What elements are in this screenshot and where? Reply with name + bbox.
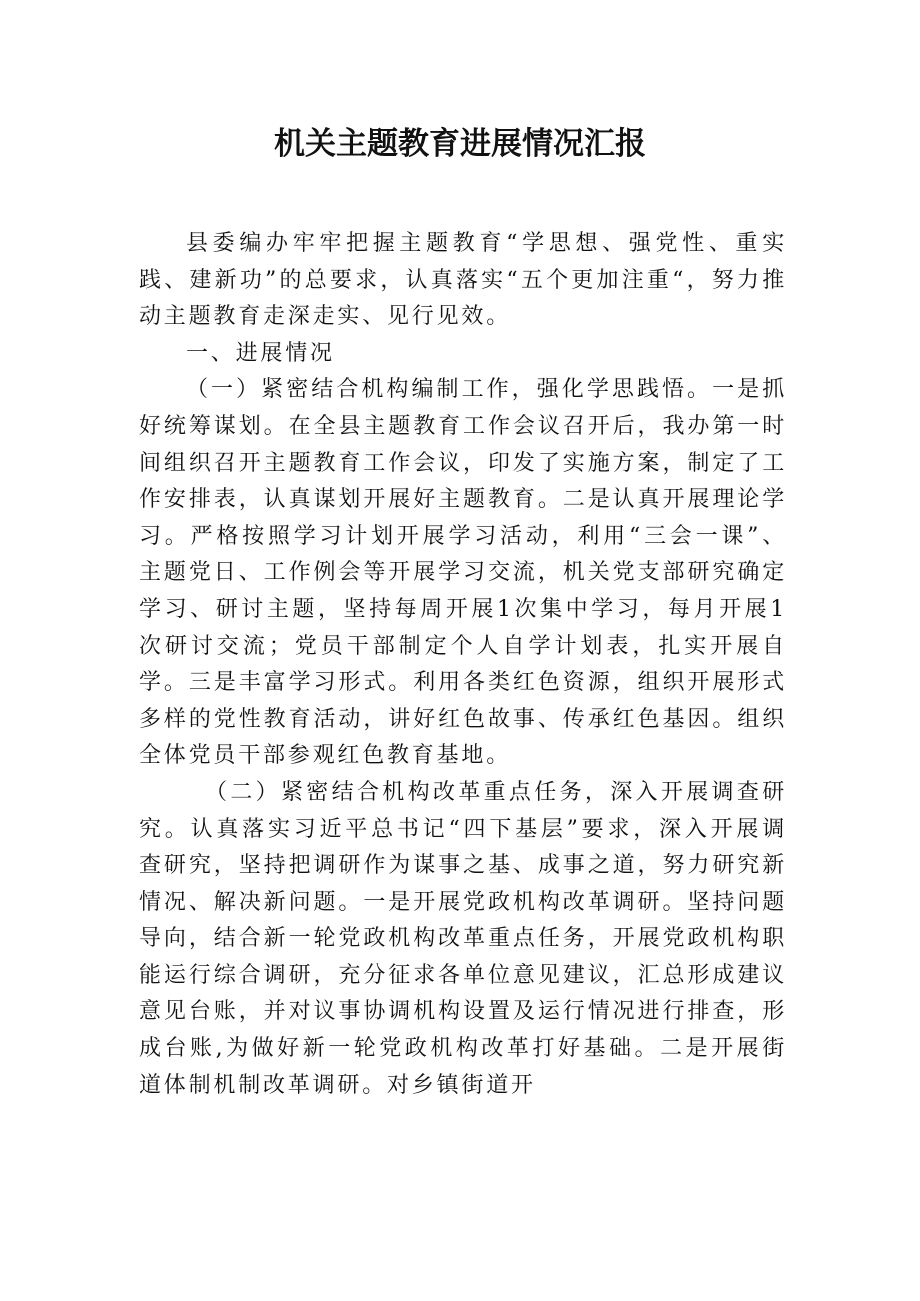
intro-paragraph: 县委编办牢牢把握主题教育“学思想、强党性、重实践、建新功”的总要求，认真落实“五个更加注重“，努力推动主题教育走深走实、见行见效。 [139, 231, 787, 330]
section-heading: 一、进展情况 [186, 340, 335, 366]
document-body [139, 226, 787, 1104]
document-title: 机关主题教育进展情况汇报 [274, 126, 646, 162]
paragraph-progress-2: （二）紧密结合机构改革重点任务，深入开展调查研究。认真落实习近平总书记“四下基层”要求，深入开展调查研究，坚持把调研作为谋事之基、成事之道，努力研究新情况、解决新问题。一是开展党政机构改革调研。坚持问题导向，结合新一轮党政机构改革重点任务，开展党政机构职能运行综合调研，充分征求各单位意见建议，汇总形成建议意见台账，并对议事协调机构设置及运行情况进行排查，形成台账,为做好新一轮党政机构改革打好基础。二是开展街道体制机制改革调研。对乡镇街道开 [139, 779, 787, 1098]
paragraph-progress-1: （一）紧密结合机构编制工作，强化学思践悟。一是抓好统筹谋划。在全县主题教育工作会议召开后，我办第一时间组织召开主题教育工作会议，印发了实施方案，制定了工作安排表，认真谋划开展好主题教育。二是认真开展理论学习。严格按照学习计划开展学习活动，利用“三会一课”、主题党日、工作例会等开展学习交流，机关党支部研究确定学习、研讨主题，坚持每周开展1次集中学习，每月开展1次研讨交流；党员干部制定个人自学计划表，扎实开展自学。三是丰富学习形式。利用各类红色资源，组织开展形式多样的党性教育活动，讲好红色故事、传承红色基因。组织全体党员干部参观红色教育基地。 [139, 377, 787, 769]
